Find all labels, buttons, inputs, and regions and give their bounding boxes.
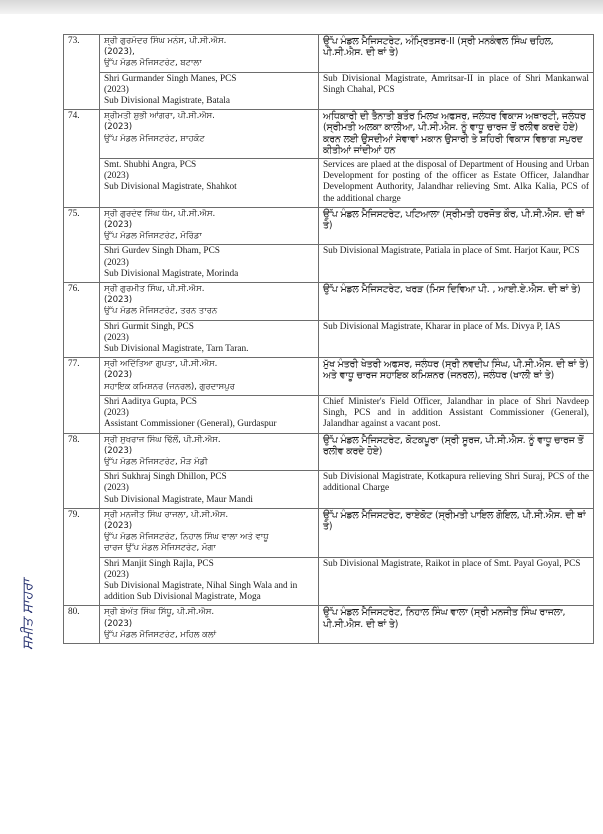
table-row [64, 245, 594, 283]
table-row [64, 110, 594, 159]
name-line: (2023) [104, 483, 129, 494]
officer-name-english [100, 395, 319, 433]
name-line: (2023) [104, 220, 132, 231]
officer-name-english [100, 557, 319, 606]
name-line: Sub Divisional Magistrate, Shahkot [104, 182, 237, 193]
serial-number: 73. [64, 35, 100, 110]
name-line: (2023) [104, 370, 132, 381]
name-line: (2023) [104, 84, 129, 95]
name-line: ਉੱਪ ਮੰਡਲ ਮੈਜਿਸਟਰੇਟ, ਬਟਾਲਾ [104, 58, 202, 69]
table-row [64, 395, 594, 433]
table-row [64, 557, 594, 606]
officer-name-punjabi [100, 35, 319, 73]
new-posting-english: Sub Divisional Magistrate, Kotkapura relieving Shri Suraj, PCS of the additional Charge [319, 471, 594, 509]
officer-name-punjabi [100, 606, 319, 644]
name-line: (2023) [104, 520, 132, 531]
new-posting-english: Sub Divisional Magistrate, Patiala in place of Smt. Harjot Kaur, PCS [319, 245, 594, 283]
name-line: ਸ਼੍ਰੀ ਗੁਰਮੰਦਰ ਸਿੰਘ ਮਨੇਸ, ਪੀ.ਸੀ.ਐਸ. [104, 36, 227, 46]
new-posting-punjabi: ਉੱਪ ਮੰਡਲ ਮੈਜਿਸਟਰੇਟ, ਰਾਏਕੋਟ (ਸ੍ਰੀਮਤੀ ਪਾਇਲ ਗੋਇਲ, ਪੀ.ਸੀ.ਐਸ. ਦੀ ਥਾਂ ਤੇ) [319, 508, 594, 557]
name-line: (2023) [104, 445, 132, 456]
officer-name-english [100, 245, 319, 283]
table-row [64, 471, 594, 509]
name-line: ਉੱਪ ਮੰਡਲ ਮੈਜਿਸਟਰੇਟ, ਮੋਰਿੰਡਾ [104, 231, 202, 242]
name-line: (2023) [104, 257, 129, 268]
new-posting-english: Chief Minister's Field Officer, Jalandhar in place of Shri Navdeep Singh, PCS and in addition Assistant Commissioner (General), Jalandhar against a vacant post. [319, 395, 594, 433]
name-line: Shri Aaditya Gupta, PCS [104, 396, 197, 407]
table-row [64, 433, 594, 471]
name-line: Assistant Commissioner (General), Gurdaspur [104, 419, 277, 430]
new-posting-english: Services are plaed at the disposal of Department of Housing and Urban Development for posting of the officer as Estate Officer, Jalandhar Development Authority, Jalandhar relieving Smt. Alka Kalia, PCS of the additional charge [319, 159, 594, 208]
table-row [64, 159, 594, 208]
name-line: (2023) [104, 295, 132, 306]
new-posting-punjabi: ਉੱਪ ਮੰਡਲ ਮੈਜਿਸਟਰੇਟ, ਨਿਹਾਲ ਸਿੰਘ ਵਾਲਾ (ਸ੍ਰੀ ਮਨਜੀਤ ਸਿੰਘ ਰਾਜਲਾ, ਪੀ.ਸੀ.ਐਸ. ਦੀ ਥਾਂ ਤੇ) [319, 606, 594, 644]
officer-name-english [100, 471, 319, 509]
name-line: Smt. Shubhi Angra, PCS [104, 160, 197, 171]
table-row [64, 508, 594, 557]
serial-number: 76. [64, 283, 100, 358]
serial-number: 78. [64, 433, 100, 508]
name-line: ਉੱਪ ਮੰਡਲ ਮੈਜਿਸਟਰੇਟ, ਸ਼ਾਹਕੋਟ [104, 133, 205, 144]
handwritten-signature [18, 564, 40, 652]
new-posting-punjabi: ਮੁੱਖ ਮੰਤਰੀ ਖੇਤਰੀ ਅਫਸਰ, ਜਲੰਧਰ (ਸ੍ਰੀ ਨਵਦੀਪ ਸਿੰਘ, ਪੀ.ਸੀ.ਐਸ. ਦੀ ਥਾਂ ਤੇ) ਅਤੇ ਵਾਧੂ ਚਾਰਜ ਸਹਾਇਕ ਕਮਿਸ਼ਨਰ (ਜਨਰਲ), ਜਲੰਧਰ (ਖਾਲੀ ਥਾਂ ਤੇ) [319, 358, 594, 396]
name-line: Shri Gurmit Singh, PCS [104, 321, 194, 332]
officer-name-punjabi [100, 433, 319, 471]
table-row [64, 606, 594, 644]
officer-name-english [100, 159, 319, 208]
new-posting-english: Sub Divisional Magistrate, Kharar in place of Ms. Divya P, IAS [319, 320, 594, 358]
name-line: Sub Divisional Magistrate, Tarn Taran. [104, 344, 249, 355]
serial-number: 75. [64, 207, 100, 282]
name-line: (2023) [104, 171, 129, 182]
name-line: Sub Divisional Magistrate, Morinda [104, 268, 239, 279]
name-line: Sub Divisional Magistrate, Batala [104, 96, 231, 107]
officer-name-english [100, 320, 319, 358]
table-row [64, 35, 594, 73]
officer-name-english [100, 72, 319, 110]
officer-name-punjabi [100, 508, 319, 557]
name-line: ਉੱਪ ਮੰਡਲ ਮੈਜਿਸਟਰੇਟ, ਤਰਨ ਤਾਰਨ [104, 306, 218, 317]
name-line: ਉੱਪ ਮੰਡਲ ਮੈਜਿਸਟਰੇਟ, ਮਹਿਲ ਕਲਾਂ [104, 629, 217, 640]
table-body [64, 35, 594, 644]
name-line: Shri Manjit Singh Rajla, PCS [104, 558, 214, 569]
officer-name-punjabi [100, 110, 319, 159]
officer-name-punjabi [100, 207, 319, 245]
name-line: ਉੱਪ ਮੰਡਲ ਮੈਜਿਸਟਰੇਟ, ਮੌੜ ਮੰਡੀ [104, 456, 208, 467]
name-line: ਸ੍ਰੀ ਸੁਖਰਾਜ ਸਿੰਘ ਢਿੱਲੋਂ, ਪੀ.ਸੀ.ਐਸ. [104, 434, 221, 445]
scan-top-edge [0, 0, 603, 14]
serial-number: 77. [64, 358, 100, 433]
name-line: ਸ੍ਰੀ ਗੁਰਦੇਵ ਸਿੰਘ ਧੰਮ, ਪੀ.ਸੀ.ਐਸ. [104, 208, 216, 219]
name-line: ਚਾਰਜ ਉੱਪ ਮੰਡਲ ਮੈਜਿਸਟਰੇਟ, ਮੋਗਾ [104, 543, 216, 554]
serial-number: 74. [64, 110, 100, 208]
table-row [64, 358, 594, 396]
name-line: (2023) [104, 618, 132, 629]
table-row [64, 320, 594, 358]
new-posting-punjabi: ਅਧਿਕਾਰੀ ਦੀ ਤੈਨਾਤੀ ਬਤੌਰ ਮਿਲਖ ਅਫਸਰ, ਜਲੰਧਰ ਵਿਕਾਸ ਅਥਾਰਟੀ, ਜਲੰਧਰ (ਸ੍ਰੀਮਤੀ ਅਲਕਾ ਕਾਲੀਆ, ਪੀ.ਸੀ.ਐਸ. ਨੂੰ ਵਾਧੂ ਚਾਰਜ ਤੋਂ ਰਲੀਵ ਕਰਦੇ ਹੋਏ) ਕਰਨ ਲਈ ਉਸਦੀਆਂ ਸੇਵਾਵਾਂ ਮਕਾਨ ਉਸਾਰੀ ਤੇ ਸ਼ਹਿਰੀ ਵਿਕਾਸ ਵਿਭਾਗ ਸਪੁਰਦ ਕੀਤੀਆਂ ਜਾਂਦੀਆਂ ਹਨ [319, 110, 594, 159]
new-posting-english: Sub Divisional Magistrate, Amritsar-II in place of Shri Mankanwal Singh Chahal, PCS [319, 72, 594, 110]
name-line: Shri Gurdev Singh Dham, PCS [104, 246, 220, 257]
name-line: Shri Gurmander Singh Manes, PCS [104, 73, 237, 84]
name-line: ਸ੍ਰੀ ਮਨਜੀਤ ਸਿੰਘ ਰਾਜਲਾ, ਪੀ.ਸੀ.ਐਸ. [104, 509, 228, 520]
table-row [64, 207, 594, 245]
officer-name-punjabi [100, 358, 319, 396]
name-line: (2023) [104, 332, 129, 343]
name-line: (2023) [104, 122, 132, 133]
name-line: (2023), [104, 47, 135, 58]
name-line: ਉੱਪ ਮੰਡਲ ਮੈਜਿਸਟਰੇਟ, ਨਿਹਾਲ ਸਿੰਘ ਵਾਲਾ ਅਤੇ ਵਾਧੂ [104, 532, 269, 543]
name-line: Sub Divisional Magistrate, Nihal Singh Wala and in addition Sub Divisional Magistrate, Moga [104, 580, 298, 603]
serial-number: 79. [64, 508, 100, 606]
name-line: Shri Sukhraj Singh Dhillon, PCS [104, 472, 227, 483]
table-row [64, 72, 594, 110]
new-posting-punjabi: ਉੱਪ ਮੰਡਲ ਮੈਜਿਸਟਰੇਟ, ਕੋਟਕਪੂਰਾ (ਸ੍ਰੀ ਸੂਰਜ, ਪੀ.ਸੀ.ਐਸ. ਨੂੰ ਵਾਧੂ ਚਾਰਜ ਤੋਂ ਰਲੀਵ ਕਰਦੇ ਹੋਏ) [319, 433, 594, 471]
name-line: ਸ੍ਰੀ ਬੇਅੰਤ ਸਿੰਘ ਸਿੱਧੂ, ਪੀ.ਸੀ.ਐਸ. [104, 607, 214, 618]
officer-name-punjabi [100, 283, 319, 321]
name-line: (2023) [104, 408, 129, 419]
name-line: ਸ਼੍ਰੀਮਤੀ ਸ਼ੁਭੀ ਆਂਗਰਾ, ਪੀ.ਸੀ.ਐਸ. [104, 111, 215, 122]
transfer-orders-table [63, 34, 594, 644]
name-line: ਸਹਾਇਕ ਕਮਿਸ਼ਨਰ (ਜਨਰਲ), ਗੁਰਦਾਸਪੁਰ [104, 381, 235, 392]
new-posting-english: Sub Divisional Magistrate, Raikot in place of Smt. Payal Goyal, PCS [319, 557, 594, 606]
name-line: ਸ੍ਰੀ ਗੁਰਮੀਤ ਸਿੰਘ, ਪੀ.ਸੀ.ਐਸ. [104, 284, 205, 295]
signature-text: ਸਮੀਤ ਸਾਹਰਾ [20, 579, 36, 650]
new-posting-punjabi: ਉੱਪ ਮੰਡਲ ਮੈਜਿਸਟਰੇਟ, ਅੰਮ੍ਰਿਤਸਰ-II (ਸ੍ਰੀ ਮਨਕੰਵਲ ਸਿੰਘ ਚਹਿਲ, ਪੀ.ਸੀ.ਐਸ. ਦੀ ਥਾਂ ਤੇ) [319, 35, 594, 73]
name-line: (2023) [104, 569, 129, 580]
serial-number: 80. [64, 606, 100, 644]
name-line: ਸ੍ਰੀ ਅਦਿੱਤਿਆ ਗੁਪਤਾ, ਪੀ.ਸੀ.ਐਸ. [104, 359, 218, 370]
name-line: Sub Divisional Magistrate, Maur Mandi [104, 494, 253, 505]
table-row [64, 283, 594, 321]
new-posting-punjabi: ਉੱਪ ਮੰਡਲ ਮੈਜਿਸਟਰੇਟ, ਖਰੜ (ਮਿਸ ਦਿਵਿਆ ਪੀ. , ਆਈ.ਏ.ਐਸ. ਦੀ ਥਾਂ ਤੇ) [319, 283, 594, 321]
new-posting-punjabi: ਉੱਪ ਮੰਡਲ ਮੈਜਿਸਟਰੇਟ, ਪਟਿਆਲਾ (ਸ੍ਰੀਮਤੀ ਹਰਜੋਤ ਕੌਰ, ਪੀ.ਸੀ.ਐਸ. ਦੀ ਥਾਂ ਤੇ) [319, 207, 594, 245]
